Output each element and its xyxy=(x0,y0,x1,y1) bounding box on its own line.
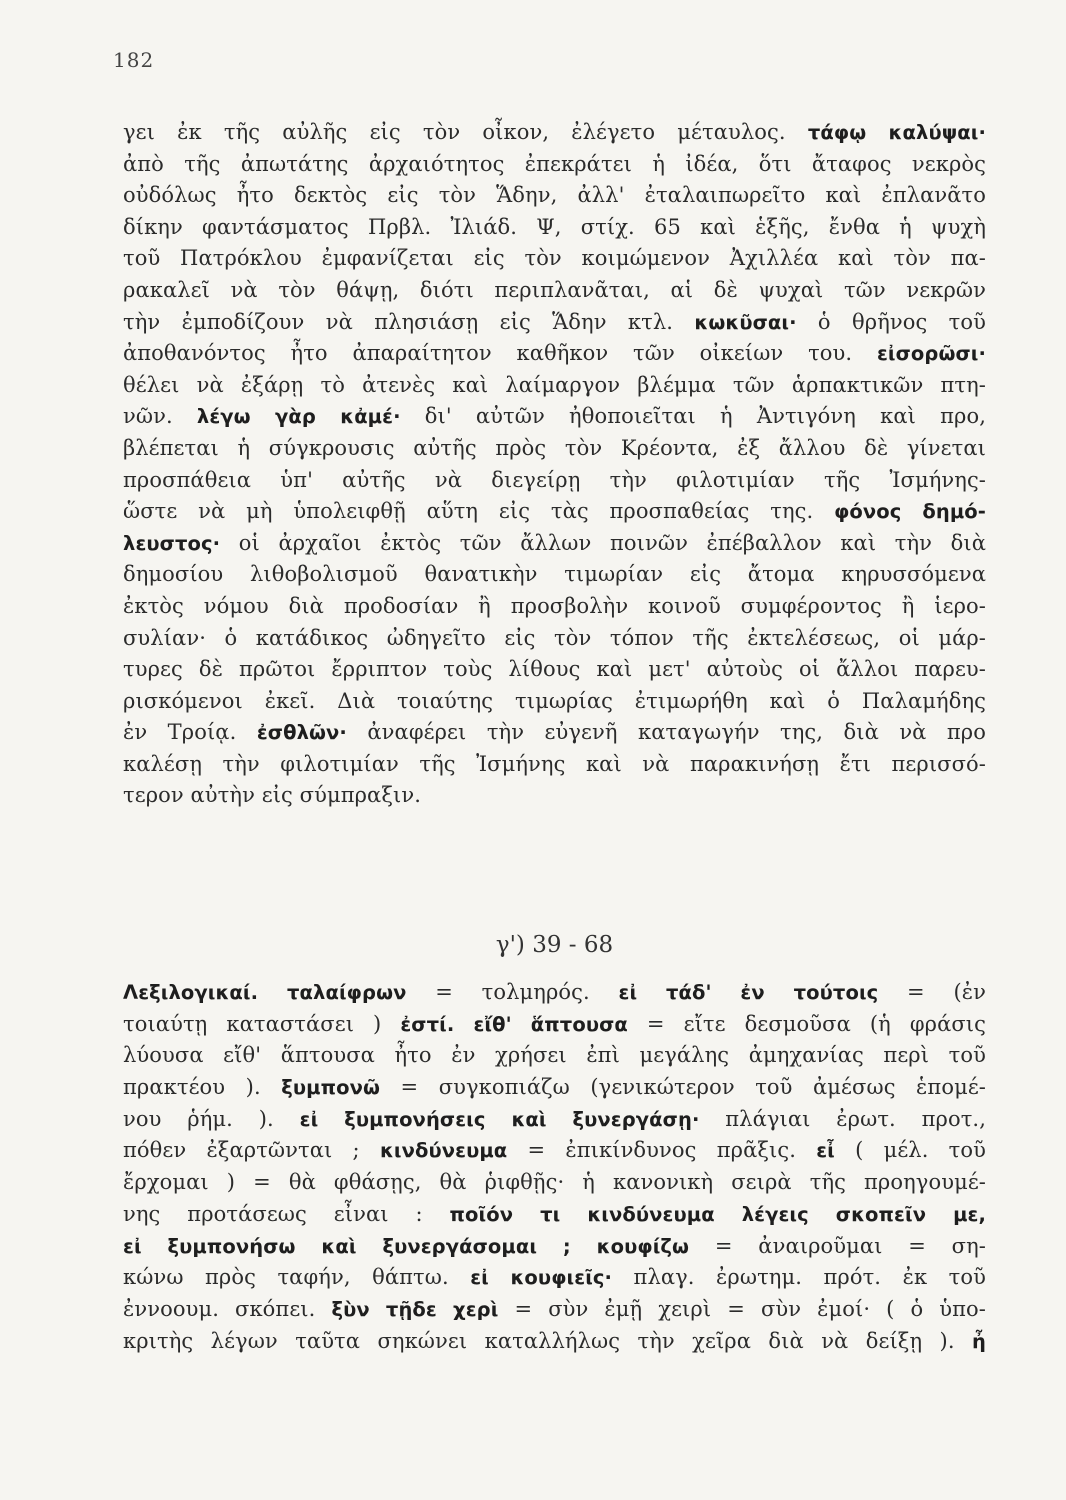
text-line xyxy=(123,1294,986,1326)
text-line xyxy=(123,370,986,402)
text-line xyxy=(123,1199,986,1231)
text-segment: ἐννοουμ. σκόπει. xyxy=(123,1296,332,1321)
lemma: τάφῳ καλύψαι· xyxy=(807,121,986,144)
lemma: Λεξιλογικαί. ταλαίφρων xyxy=(123,981,407,1004)
text-segment: = σὺν ἐμῇ χειρὶ = σὺν ἐμοί· ( ὁ ὑπο- xyxy=(498,1296,986,1321)
text-segment: δι' αὐτῶν ἠθοποιεῖται ἡ Ἀντιγόνη καὶ προ, xyxy=(400,404,986,429)
lemma: κινδύνευμα xyxy=(379,1139,508,1163)
commentary-paragraph xyxy=(123,117,986,812)
text-segment: νου ῥήμ. ). xyxy=(123,1106,300,1131)
text-segment: = ἀναιροῦμαι = ση- xyxy=(689,1233,986,1258)
text-segment: = ἐπικίνδυνος πρᾶξις. xyxy=(507,1138,817,1163)
lemma: ποῖόν τι κινδύνευμα λέγεις σκοπεῖν με, xyxy=(449,1202,986,1226)
text-segment: = εἴτε δεσμοῦσα (ἡ φράσις xyxy=(627,1011,986,1036)
lexical-notes-paragraph xyxy=(123,977,986,1357)
text-line xyxy=(123,212,986,244)
text-segment: βλέπεται ἡ σύγκρουσις αὐτῆς πρὸς τὸν Κρέοντα, ἐξ ἄλλου δὲ γίνεται xyxy=(123,435,986,460)
lemma: εἰ κουφιεῖς· xyxy=(470,1266,613,1290)
text-segment: δημοσίου λιθοβολισμοῦ θανατικὴν τιμωρίαν εἰς ἄτομα κηρυσσόμενα xyxy=(123,562,986,587)
lemma: λευστος· xyxy=(123,531,221,555)
text-segment: συλίαν· ὁ κατάδικος ὠδηγεῖτο εἰς τὸν τόπον τῆς ἐκτελέσεως, οἱ μάρ- xyxy=(123,625,986,650)
text-line xyxy=(123,1009,986,1041)
text-line xyxy=(123,275,986,307)
text-segment: νῶν. xyxy=(123,404,197,429)
text-line xyxy=(123,749,986,781)
lemma: εἰσορῶσι· xyxy=(876,342,986,366)
text-line xyxy=(123,1072,986,1104)
lemma: φόνος δημό- xyxy=(834,500,986,524)
text-line xyxy=(123,401,986,433)
text-segment: οἱ ἀρχαῖοι ἐκτὸς τῶν ἄλλων ποινῶν ἐπέβαλλον καὶ τὴν διὰ xyxy=(220,530,986,555)
text-segment: τὴν ἐμποδίζουν νὰ πλησιάσῃ εἰς Ἅδην κτλ. xyxy=(123,309,695,334)
text-line xyxy=(123,180,986,212)
text-segment: ἔρχομαι ) = θὰ φθάσῃς, θὰ ῥιφθῇς· ἡ κανονικὴ σειρὰ τῆς προηγουμέ- xyxy=(123,1170,986,1195)
text-line xyxy=(123,654,986,686)
section-heading: γ') 39 - 68 xyxy=(495,932,614,958)
text-line xyxy=(123,1326,986,1358)
text-segment: πλαγ. ἐρωτημ. πρότ. ἐκ τοῦ xyxy=(612,1265,986,1290)
text-segment: θέλει νὰ ἐξάρῃ τὸ ἀτενὲς καὶ λαίμαργον βλέμμα τῶν ἁρπακτικῶν πτη- xyxy=(123,372,986,397)
text-segment: πλάγιαι ἐρωτ. προτ., xyxy=(699,1106,986,1131)
text-segment: = (ἐν xyxy=(878,980,986,1004)
text-segment: ρακαλεῖ νὰ τὸν θάψῃ, διότι περιπλανᾶται, αἱ δὲ ψυχαὶ τῶν νεκρῶν xyxy=(123,277,986,302)
text-segment: γει ἐκ τῆς αὐλῆς εἰς τὸν οἶκον, ἐλέγετο μέταυλος. xyxy=(123,120,808,144)
lemma: λέγω γὰρ κἀμέ· xyxy=(196,405,401,429)
text-line xyxy=(123,338,986,370)
text-line xyxy=(123,117,986,149)
text-line xyxy=(123,1167,986,1199)
text-segment: ὁ θρῆνος τοῦ xyxy=(796,309,986,334)
text-line xyxy=(123,780,986,812)
text-segment: οὐδόλως ἦτο δεκτὸς εἰς τὸν Ἅδην, ἀλλ' ἐταλαιπωρεῖτο καὶ ἐπλανᾶτο xyxy=(123,183,986,208)
text-segment: ἀποθανόντος ἦτο ἀπαραίτητον καθῆκον τῶν οἰκείων του. xyxy=(123,341,877,366)
text-line xyxy=(123,1231,986,1263)
text-line xyxy=(123,1104,986,1136)
text-line xyxy=(123,496,986,528)
lemma: ξὺν τῇδε χερὶ xyxy=(331,1297,499,1321)
lemma: κωκῦσαι· xyxy=(694,310,797,334)
text-segment: = συγκοπιάζω (γενικώτερον τοῦ ἀμέσως ἑπομέ- xyxy=(380,1075,986,1100)
text-line xyxy=(123,591,986,623)
lemma: εἶ xyxy=(816,1139,835,1163)
text-line xyxy=(123,465,986,497)
lemma: ξυμπονῶ xyxy=(281,1076,381,1100)
text-segment: ἀναφέρει τὴν εὐγενῆ καταγωγήν της, διὰ νὰ προ xyxy=(346,720,986,745)
text-segment: ( μέλ. τοῦ xyxy=(834,1138,986,1163)
text-segment: ἀπὸ τῆς ἀπωτάτης ἀρχαιότητος ἐπεκράτει ἡ ἰδέα, ὅτι ἄταφος νεκρὸς xyxy=(123,151,986,176)
text-segment: ἐκτὸς νόμου διὰ προδοσίαν ἢ προσβολὴν κοινοῦ συμφέροντος ἢ ἱερο- xyxy=(123,593,986,618)
text-segment: νης προτάσεως εἶναι : xyxy=(123,1201,450,1226)
lemma: ἦ xyxy=(972,1329,986,1353)
text-line xyxy=(123,149,986,181)
text-segment: κώνω πρὸς ταφήν, θάπτω. xyxy=(123,1265,471,1290)
text-line xyxy=(123,243,986,275)
text-line xyxy=(123,307,986,339)
lemma: ἐσθλῶν· xyxy=(256,721,347,745)
text-segment: τερον αὐτὴν εἰς σύμπραξιν. xyxy=(123,783,421,808)
text-line xyxy=(123,559,986,591)
text-segment: = τολμηρός. xyxy=(406,980,619,1004)
lemma: εἰ τάδ' ἐν τούτοις xyxy=(618,981,879,1004)
text-line xyxy=(123,977,986,1009)
text-segment: ρισκόμενοι ἐκεῖ. Διὰ τοιαύτης τιμωρίας ἐτιμωρήθη καὶ ὁ Παλαμήδης xyxy=(123,688,986,713)
text-segment: πόθεν ἐξαρτῶνται ; xyxy=(123,1138,380,1163)
text-line xyxy=(123,1040,986,1072)
lemma: ἐστί. εἴθ' ἅπτουσα xyxy=(400,1012,628,1036)
text-line xyxy=(123,623,986,655)
text-line xyxy=(123,717,986,749)
text-line xyxy=(123,1135,986,1167)
text-line xyxy=(123,433,986,465)
lemma: εἰ ξυμπονήσω καὶ ξυνεργάσομαι ; κουφίζω xyxy=(123,1234,690,1258)
text-segment: πρακτέου ). xyxy=(123,1075,282,1100)
text-segment: ὥστε νὰ μὴ ὑπολειφθῇ αὕτη εἰς τὰς προσπαθείας της. xyxy=(123,499,835,524)
text-segment: τοιαύτῃ καταστάσει ) xyxy=(123,1011,401,1036)
text-segment: ἐν Τροίᾳ. xyxy=(123,720,257,745)
text-segment: τυρες δὲ πρῶτοι ἔρριπτον τοὺς λίθους καὶ μετ' αὐτοὺς οἱ ἄλλοι παρευ- xyxy=(123,657,986,682)
text-segment: κριτὴς λέγων ταῦτα σηκώνει καταλλήλως τὴν χεῖρα διὰ νὰ δείξῃ ). xyxy=(123,1328,973,1353)
text-line xyxy=(123,686,986,718)
text-segment: τοῦ Πατρόκλου ἐμφανίζεται εἰς τὸν κοιμώμενον Ἀχιλλέα καὶ τὸν πα- xyxy=(123,246,986,271)
text-segment: δίκην φαντάσματος Πρβλ. Ἰλιάδ. Ψ, στίχ. 65 καὶ ἑξῆς, ἔνθα ἡ ψυχὴ xyxy=(123,214,986,239)
text-segment: λύουσα εἴθ' ἅπτουσα ἦτο ἐν χρήσει ἐπὶ μεγάλης ἀμηχανίας περὶ τοῦ xyxy=(123,1043,986,1068)
text-line xyxy=(123,1262,986,1294)
page-number: 182 xyxy=(113,48,155,72)
text-line xyxy=(123,528,986,560)
text-segment: προσπάθεια ὑπ' αὐτῆς νὰ διεγείρῃ τὴν φιλοτιμίαν τῆς Ἰσμήνης- xyxy=(123,467,986,492)
lemma: εἰ ξυμπονήσεις καὶ ξυνεργάσῃ· xyxy=(299,1107,700,1131)
text-segment: καλέσῃ τὴν φιλοτιμίαν τῆς Ἰσμήνης καὶ νὰ παρακινήσῃ ἔτι περισσό- xyxy=(123,751,986,776)
